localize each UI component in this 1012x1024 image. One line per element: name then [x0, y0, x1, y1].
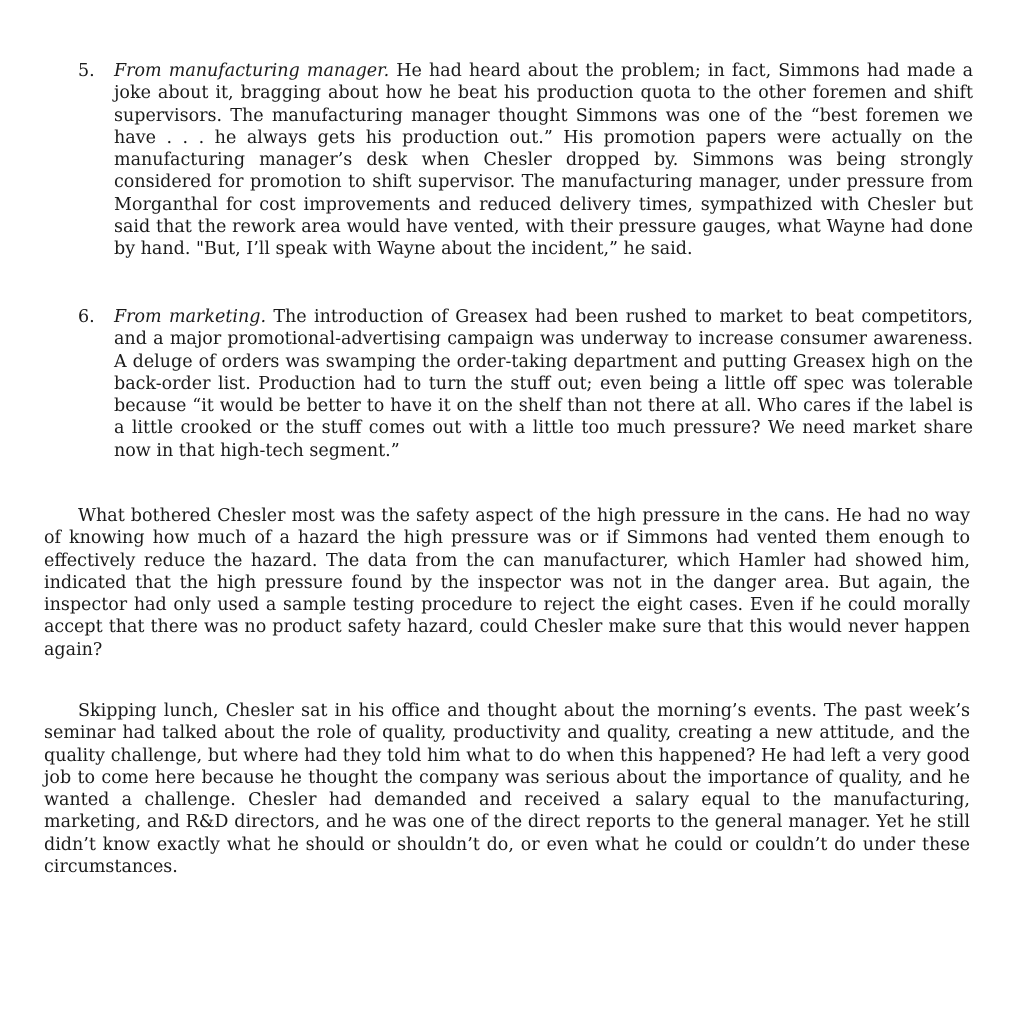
item-lead: From manufacturing manager. — [114, 61, 390, 81]
item-number: 6. — [78, 307, 95, 327]
list-item-6 — [78, 306, 973, 462]
paragraph-lunch: Skipping lunch, Chesler sat in his office and thought about the morning’s events. The past week’s seminar had talked about the role of quality, productivity and quality, creating a new attitude, and the quality challenge, but where had they told him what to do when this happened? He had left a very good job to come here because he thought the company was serious about the importance of quality, and he wanted a challenge. Chesler had demanded and received a salary equal to the manufacturing, marketing, and R&D directors, and he was one of the direct reports to the general manager. Yet he still didn’t know exactly what he should or shouldn’t do, or even what he could or couldn’t do under these circumstances. — [44, 701, 970, 878]
item-number: 5. — [78, 61, 95, 81]
item-body — [114, 60, 973, 261]
item-lead: From marketing. — [114, 307, 267, 327]
item-text: He had heard about the problem; in fact, Simmons had made a joke about it, bragging about how he beat his production quota to the other foremen and shift supervisors. The manufacturing manager thought Simmons was one of the “best foremen we have . . . he always gets his production out.” His promotion papers were actually on the manufacturing manager’s desk when Chesler dropped by. Simmons was being strongly considered for promotion to shift supervisor. The manufacturing manager, under pressure from Morganthal for cost improvements and reduced delivery times, sympathized with Chesler but said that the rework area would have vented, with their pressure gauges, what Wayne had done by hand. "But, I’ll speak with Wayne about the incident,” he said. — [114, 61, 973, 260]
paragraph-safety: What bothered Chesler most was the safety aspect of the high pressure in the cans. He had no way of knowing how much of a hazard the high pressure was or if Simmons had vented them enough to effectively reduce the hazard. The data from the can manufacturer, which Hamler had showed him, indicated that the high pressure found by the inspector was not in the danger area. But again, the inspector had only used a sample testing procedure to reject the eight cases. Even if he could morally accept that there was no product safety hazard, could Chesler make sure that this would never happen again? — [44, 506, 970, 660]
list-item-5 — [78, 60, 973, 261]
item-body — [114, 306, 973, 462]
item-text: The introduction of Greasex had been rushed to market to beat competitors, and a major promotional-advertising campaign was underway to increase consumer awareness. A deluge of orders was swamping the order-taking department and putting Greasex high on the back-order list. Production had to turn the stuff out; even being a little off spec was tolerable because “it would be better to have it on the shelf than not there at all. Who cares if the label is a little crooked or the stuff comes out with a little too much pressure? We need market share now in that high-tech segment.” — [114, 307, 973, 461]
